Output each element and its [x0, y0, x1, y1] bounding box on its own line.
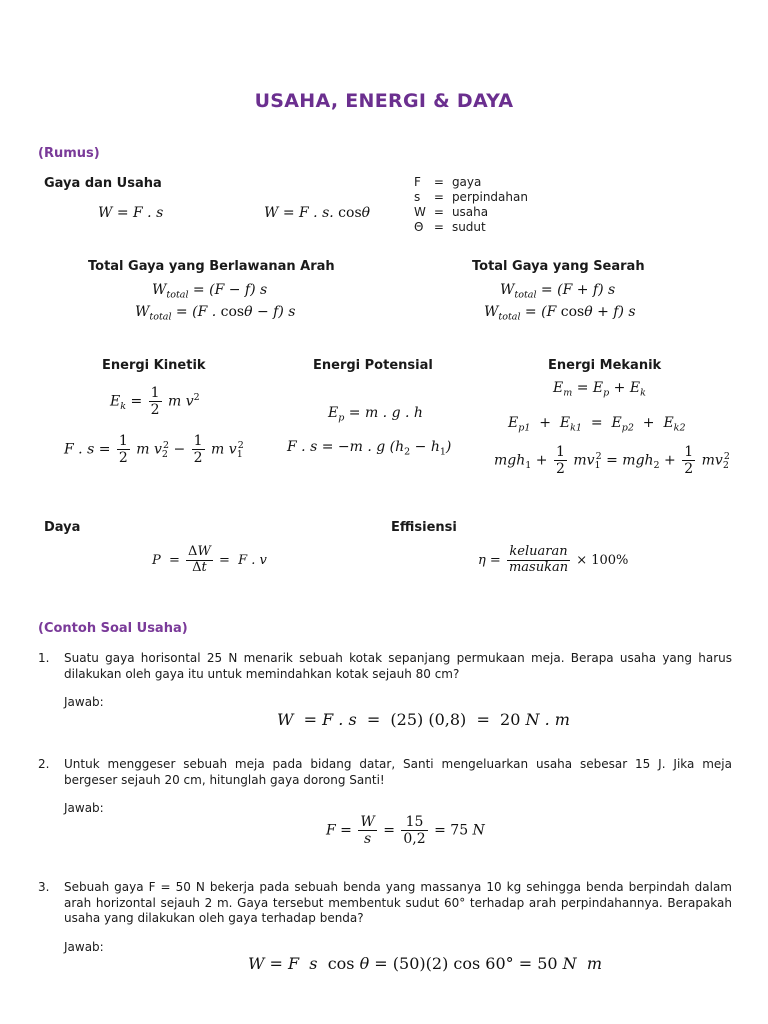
- answer-label: Jawab:: [64, 940, 104, 954]
- formula-mechanical-expanded: mgh$_1$ + $\frac{1}{2}$ $mv_1^2 = mgh_2$ + $\frac{1}{2}$ $mv_2^2$: [494, 444, 730, 478]
- heading-total-berlawanan: Total Gaya yang Berlawanan Arah: [88, 259, 335, 274]
- page-title: USAHA, ENERGI & DAYA: [254, 90, 514, 112]
- formula-work-potential: F . s = −m . g $(h_2 - h_1)$: [287, 439, 452, 458]
- section-label-contoh: (Contoh Soal Usaha): [38, 621, 188, 636]
- answer-label: Jawab:: [64, 801, 104, 815]
- problem-text: Untuk menggeser sebuah meja pada bidang datar, Santi mengeluarkan usaha sebesar 15 J. Jika meja bergeser sejauh 20 cm, hitunglah gaya dorong Santi!: [64, 757, 732, 787]
- formula-total-opposite-cos: $W_{total} = (F$ . cosθ − f) s: [135, 304, 296, 323]
- heading-daya: Daya: [44, 520, 81, 535]
- formula-total-same-cos: $W_{total} = (F$ cosθ + f) s: [484, 304, 636, 323]
- legend-row: W = usaha: [414, 205, 489, 219]
- formula-total-opposite: $W_{total} = (F - f)$ s: [152, 282, 268, 301]
- formula-efficiency: η = $\frac{\text{keluaran}}{\text{masukan}}$ × 100%: [478, 544, 629, 575]
- formula-power: P = $\frac{\Delta W}{\Delta t}$ = F . v: [152, 544, 267, 575]
- problem-number: 3.: [38, 880, 50, 894]
- problem-text: Suatu gaya horisontal 25 N menarik sebuah kotak sepanjang permukaan meja. Berapa usaha yang harus dilakukan oleh gaya itu untuk memindahkan kotak sejauh 80 cm?: [64, 651, 732, 681]
- formula-energy-conservation: $E_{p1} + E_{k1} = E_{p2} + E_{k2}$: [508, 415, 686, 434]
- heading-energi-potensial: Energi Potensial: [313, 358, 433, 373]
- formula-total-same: $W_{total} = (F + f)$ s: [500, 282, 616, 301]
- formula-kinetic-energy: $E_k$ = $\frac{1}{2}$ m $v^2$: [110, 385, 200, 419]
- heading-total-searah: Total Gaya yang Searah: [472, 259, 645, 274]
- answer-label: Jawab:: [64, 695, 104, 709]
- legend-row: Θ = sudut: [414, 220, 486, 234]
- formula-work-cos: W = F . s. cosθ: [264, 205, 371, 221]
- section-label-rumus: (Rumus): [38, 146, 100, 161]
- legend-row: s = perpindahan: [414, 190, 528, 204]
- heading-gaya-usaha: Gaya dan Usaha: [44, 176, 162, 191]
- solution-1: W = F . s = (25) (0,8) = 20 N . m: [277, 710, 570, 729]
- symbol-legend: [414, 175, 536, 235]
- heading-energi-kinetik: Energi Kinetik: [102, 358, 206, 373]
- heading-effisiensi: Effisiensi: [391, 520, 457, 535]
- formula-potential-energy: $E_p = m$ . g . h: [328, 405, 423, 424]
- heading-energi-mekanik: Energi Mekanik: [548, 358, 662, 373]
- formula-work-basic: W = F . s: [98, 205, 164, 221]
- legend-row: F = gaya: [414, 175, 482, 189]
- solution-3: W = F s cos θ = (50)(2) cos 60° = 50 N m: [248, 954, 603, 973]
- formula-mechanical-energy: $E_m = E_p + E_k$: [553, 380, 646, 399]
- problem-text: Sebuah gaya F = 50 N bekerja pada sebuah benda yang massanya 10 kg sehingga benda berpindah dalam arah horizontal sejauh 2 m. Gaya tersebut membentuk sudut 60° terhadap arah perpindahannya. Berapakah usaha yang dilakukan oleh gaya terhadap benda?: [64, 880, 732, 925]
- problem-number: 2.: [38, 757, 50, 771]
- solution-2: F = $\frac{W}{s}$ = $\frac{15}{0,2}$ = 75 N: [326, 814, 485, 848]
- problem-number: 1.: [38, 651, 50, 665]
- formula-work-kinetic: F . s = $\frac{1}{2}$ m $v_2^2$ − $\frac{1}{2}$ m $v_1^2$: [64, 433, 244, 467]
